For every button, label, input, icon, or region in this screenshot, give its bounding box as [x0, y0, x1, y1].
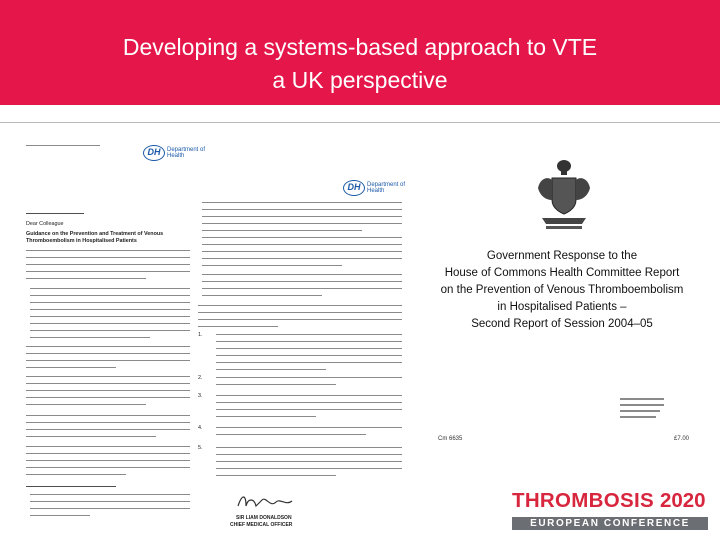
signatory-name: SIR LIAM DONALDSON — [236, 515, 292, 521]
dh-logo-mark: DH — [143, 145, 165, 161]
price: £7.00 — [674, 436, 690, 442]
response-title-line-3: on the Prevention of Venous Thromboembolism — [440, 284, 684, 296]
command-paper-number: Cm 6635 — [438, 436, 463, 442]
slide-title-line-1: Developing a systems-based approach to VTE — [122, 34, 598, 60]
list-number-1: 1. — [198, 332, 203, 338]
list-number-5: 5. — [198, 445, 203, 451]
logo-year: 2020 — [659, 489, 706, 512]
royal-crest-icon — [532, 158, 596, 238]
logo-word: THROMBOSIS — [512, 489, 654, 512]
dh-logo-middle — [343, 180, 407, 196]
dh-logo-text-middle: Department of Health — [367, 181, 406, 194]
list-number-3: 3. — [198, 393, 203, 399]
logo-subtitle: EUROPEAN CONFERENCE — [512, 517, 708, 530]
response-title-line-5: Second Report of Session 2004–05 — [471, 318, 653, 330]
slide-title-line-2: a UK perspective — [272, 67, 448, 93]
response-title-line-2: House of Commons Health Committee Report — [444, 267, 680, 279]
signatory-title: CHIEF MEDICAL OFFICER — [230, 522, 293, 528]
letter-greeting: Dear Colleague — [26, 221, 64, 227]
response-title-line-4: in Hospitalised Patients – — [497, 301, 627, 313]
dh-logo — [143, 145, 207, 161]
letter-middle-document — [190, 174, 428, 536]
signature — [234, 492, 298, 514]
response-title-line-1: Government Response to the — [486, 250, 638, 262]
government-response-document — [424, 140, 700, 452]
list-number-4: 4. — [198, 425, 203, 431]
letter-left-document — [26, 143, 206, 533]
title-banner — [0, 0, 720, 105]
thrombosis-2020-logo — [512, 488, 708, 534]
dh-logo-mark-middle: DH — [343, 180, 365, 196]
banner-divider — [0, 122, 720, 123]
list-number-2: 2. — [198, 375, 203, 381]
letter-subject: Guidance on the Prevention and Treatment of Venous Thromboembolism in Hospitalised Patients — [26, 231, 164, 244]
dh-logo-text: Department of Health — [167, 146, 206, 159]
